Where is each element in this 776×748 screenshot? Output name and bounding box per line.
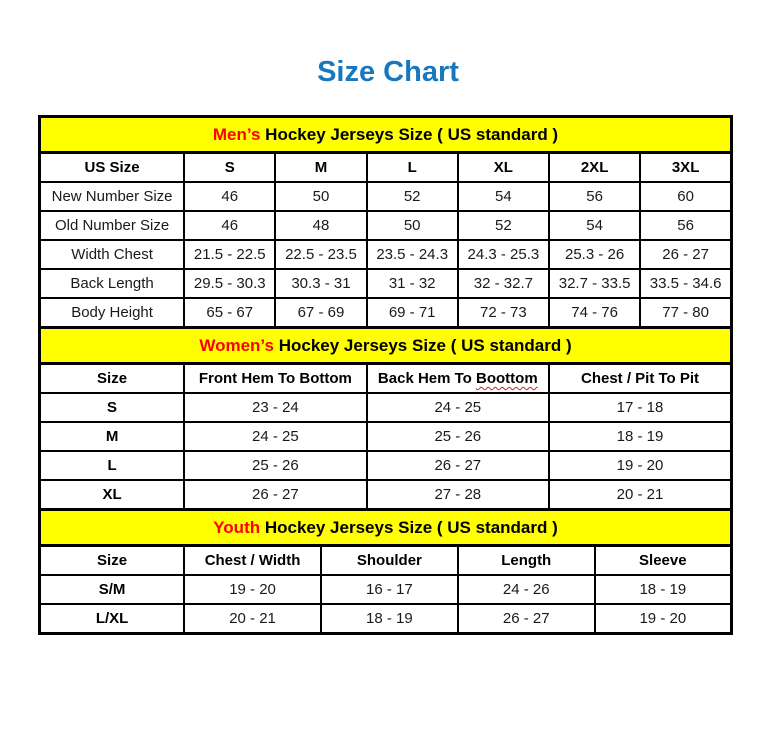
table-cell: 19 - 20 bbox=[549, 451, 731, 480]
column-header: Size bbox=[40, 546, 185, 576]
column-header: S bbox=[184, 153, 275, 183]
table-row bbox=[40, 575, 732, 604]
table-row bbox=[40, 182, 732, 211]
row-label: M bbox=[40, 422, 185, 451]
table-cell: 77 - 80 bbox=[640, 298, 731, 328]
table-cell: 30.3 - 31 bbox=[275, 269, 366, 298]
womens-banner bbox=[40, 328, 732, 364]
row-label: Width Chest bbox=[40, 240, 185, 269]
table-cell: 25 - 26 bbox=[184, 451, 366, 480]
column-header: XL bbox=[458, 153, 549, 183]
table-cell: 46 bbox=[184, 182, 275, 211]
page-title: Size Chart bbox=[317, 56, 459, 88]
table-cell: 22.5 - 23.5 bbox=[275, 240, 366, 269]
row-label: Body Height bbox=[40, 298, 185, 328]
misspelled-word: Boottom bbox=[476, 370, 538, 387]
table-cell: 48 bbox=[275, 211, 366, 240]
table-cell: 20 - 21 bbox=[184, 604, 321, 634]
mens-banner bbox=[40, 117, 732, 153]
table-cell: 56 bbox=[549, 182, 640, 211]
row-label: L/XL bbox=[40, 604, 185, 634]
table-cell: 18 - 19 bbox=[595, 575, 732, 604]
row-label: S/M bbox=[40, 575, 185, 604]
table-cell: 74 - 76 bbox=[549, 298, 640, 328]
womens-size-table bbox=[38, 326, 733, 511]
mens-banner-text: Hockey Jerseys Size ( US standard ) bbox=[265, 124, 559, 144]
table-cell: 24 - 25 bbox=[367, 393, 549, 422]
table-cell: 67 - 69 bbox=[275, 298, 366, 328]
table-cell: 19 - 20 bbox=[184, 575, 321, 604]
column-header-text: Back Hem To bbox=[377, 370, 472, 387]
column-header: Shoulder bbox=[321, 546, 458, 576]
table-cell: 25 - 26 bbox=[367, 422, 549, 451]
table-cell: 24 - 26 bbox=[458, 575, 595, 604]
column-header: US Size bbox=[40, 153, 185, 183]
table-cell: 23.5 - 24.3 bbox=[367, 240, 458, 269]
row-label: S bbox=[40, 393, 185, 422]
table-cell: 72 - 73 bbox=[458, 298, 549, 328]
table-row bbox=[40, 451, 732, 480]
column-header: 2XL bbox=[549, 153, 640, 183]
row-label: New Number Size bbox=[40, 182, 185, 211]
table-cell: 23 - 24 bbox=[184, 393, 366, 422]
youth-size-table bbox=[38, 508, 733, 635]
column-header: Sleeve bbox=[595, 546, 732, 576]
column-header: 3XL bbox=[640, 153, 731, 183]
table-cell: 17 - 18 bbox=[549, 393, 731, 422]
column-header: Front Hem To Bottom bbox=[184, 364, 366, 394]
table-cell: 26 - 27 bbox=[367, 451, 549, 480]
table-cell: 32 - 32.7 bbox=[458, 269, 549, 298]
column-header: L bbox=[367, 153, 458, 183]
table-cell: 25.3 - 26 bbox=[549, 240, 640, 269]
table-cell: 69 - 71 bbox=[367, 298, 458, 328]
table-cell: 60 bbox=[640, 182, 731, 211]
column-header: Size bbox=[40, 364, 185, 394]
row-label: Back Length bbox=[40, 269, 185, 298]
table-cell: 33.5 - 34.6 bbox=[640, 269, 731, 298]
size-chart bbox=[38, 115, 733, 635]
youth-banner-highlight: Youth bbox=[213, 517, 261, 537]
table-row bbox=[40, 269, 732, 298]
table-row bbox=[40, 240, 732, 269]
row-label: XL bbox=[40, 480, 185, 510]
table-cell: 26 - 27 bbox=[640, 240, 731, 269]
table-cell: 26 - 27 bbox=[458, 604, 595, 634]
table-cell: 29.5 - 30.3 bbox=[184, 269, 275, 298]
youth-banner-text: Hockey Jerseys Size ( US standard ) bbox=[264, 517, 558, 537]
table-cell: 18 - 19 bbox=[321, 604, 458, 634]
column-header: Chest / Pit To Pit bbox=[549, 364, 731, 394]
table-cell: 46 bbox=[184, 211, 275, 240]
table-cell: 19 - 20 bbox=[595, 604, 732, 634]
youth-banner bbox=[40, 510, 732, 546]
mens-header-row bbox=[40, 153, 732, 183]
table-cell: 56 bbox=[640, 211, 731, 240]
table-cell: 31 - 32 bbox=[367, 269, 458, 298]
table-cell: 16 - 17 bbox=[321, 575, 458, 604]
mens-banner-row bbox=[40, 117, 732, 153]
column-header: Length bbox=[458, 546, 595, 576]
table-cell: 32.7 - 33.5 bbox=[549, 269, 640, 298]
table-cell: 26 - 27 bbox=[184, 480, 366, 510]
table-cell: 54 bbox=[458, 182, 549, 211]
column-header bbox=[367, 364, 549, 394]
table-cell: 20 - 21 bbox=[549, 480, 731, 510]
row-label: L bbox=[40, 451, 185, 480]
table-cell: 24.3 - 25.3 bbox=[458, 240, 549, 269]
table-row bbox=[40, 298, 732, 328]
table-cell: 21.5 - 22.5 bbox=[184, 240, 275, 269]
table-cell: 24 - 25 bbox=[184, 422, 366, 451]
womens-banner-row bbox=[40, 328, 732, 364]
youth-header-row bbox=[40, 546, 732, 576]
table-cell: 27 - 28 bbox=[367, 480, 549, 510]
womens-banner-highlight: Women’s bbox=[199, 335, 274, 355]
mens-size-table bbox=[38, 115, 733, 329]
column-header: Chest / Width bbox=[184, 546, 321, 576]
youth-banner-row bbox=[40, 510, 732, 546]
table-cell: 50 bbox=[367, 211, 458, 240]
womens-header-row bbox=[40, 364, 732, 394]
table-row bbox=[40, 422, 732, 451]
table-cell: 65 - 67 bbox=[184, 298, 275, 328]
row-label: Old Number Size bbox=[40, 211, 185, 240]
table-row bbox=[40, 604, 732, 634]
table-row bbox=[40, 480, 732, 510]
table-row bbox=[40, 211, 732, 240]
table-cell: 50 bbox=[275, 182, 366, 211]
mens-banner-highlight: Men’s bbox=[212, 124, 261, 144]
table-cell: 54 bbox=[549, 211, 640, 240]
column-header: M bbox=[275, 153, 366, 183]
table-cell: 52 bbox=[367, 182, 458, 211]
womens-banner-text: Hockey Jerseys Size ( US standard ) bbox=[278, 335, 572, 355]
table-cell: 52 bbox=[458, 211, 549, 240]
table-row bbox=[40, 393, 732, 422]
table-cell: 18 - 19 bbox=[549, 422, 731, 451]
